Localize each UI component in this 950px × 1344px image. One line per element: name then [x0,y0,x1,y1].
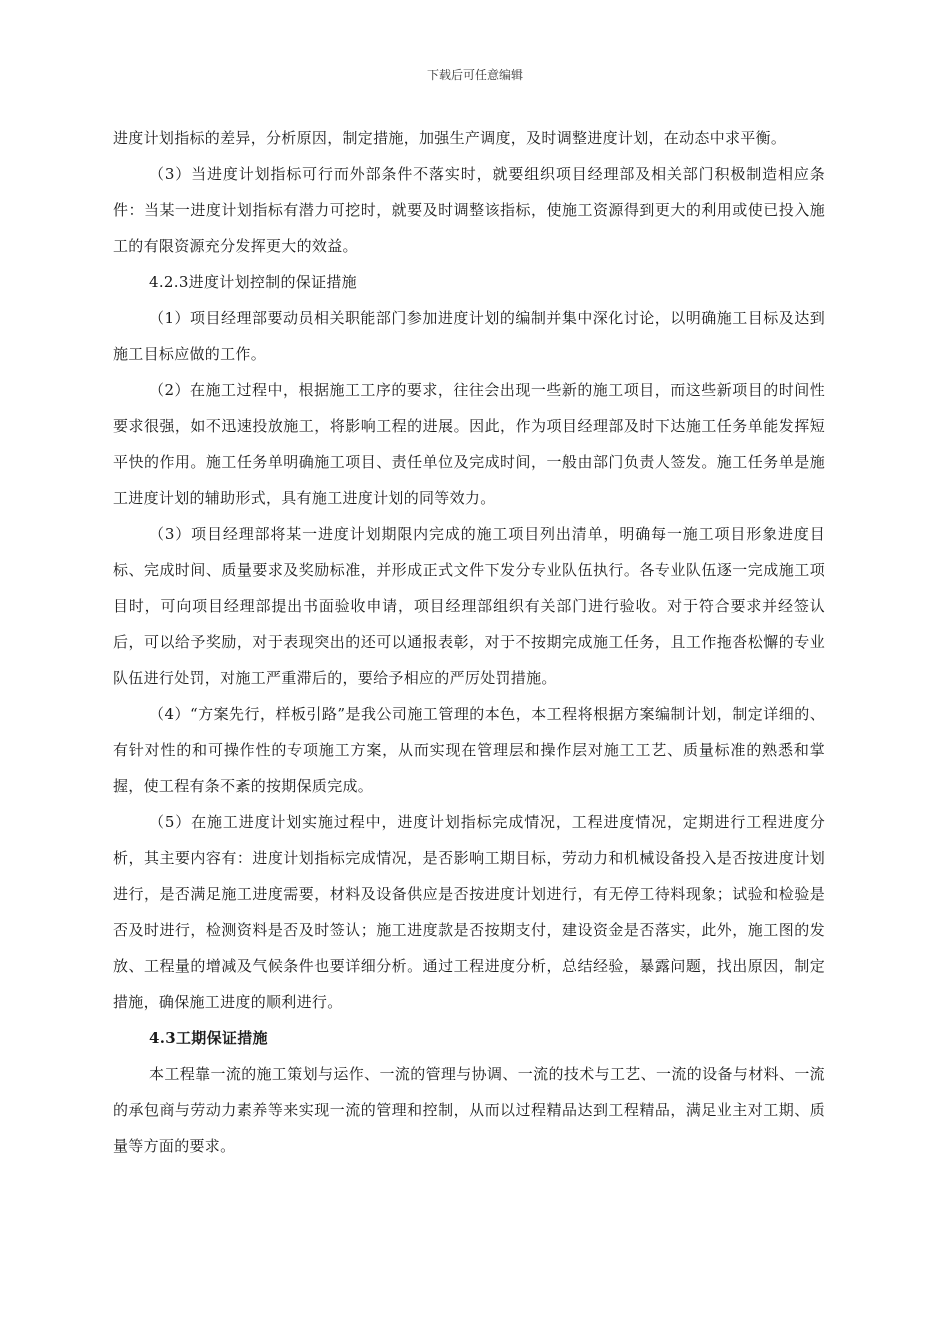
section-heading-4-2-3: 4.2.3进度计划控制的保证措施 [149,273,357,291]
paragraph-continuation: 进度计划指标的差异，分析原因，制定措施，加强生产调度，及时调整进度计划，在动态中求平衡。 [113,129,787,147]
document-body [113,120,825,1164]
paragraph-measure-4: （4）“方案先行，样板引路”是我公司施工管理的本色，本工程将根据方案编制计划，制定详细的、有针对性的和可操作性的专项施工方案，从而实现在管理层和操作层对施工工艺、质量标准的熟悉和掌握，使工程有条不紊的按期保质完成。 [113,705,825,795]
paragraph-measure-3: （3）项目经理部将某一进度计划期限内完成的施工项目列出清单，明确每一施工项目形象进度目标、完成时间、质量要求及奖励标准，并形成正式文件下发分专业队伍执行。各专业队伍逐一完成施工项目时，可向项目经理部提出书面验收申请，项目经理部组织有关部门进行验收。对于符合要求并经签认后，可以给予奖励，对于表现突出的还可以通报表彰，对于不按期完成施工任务，且工作拖沓松懈的专业队伍进行处罚，对施工严重滞后的，要给予相应的严厉处罚措施。 [113,525,825,687]
paragraph-measure-5: （5）在施工进度计划实施过程中，进度计划指标完成情况，工程进度情况，定期进行工程进度分析，其主要内容有：进度计划指标完成情况，是否影响工期目标，劳动力和机械设备投入是否按进度计划进行，是否满足施工进度需要，材料及设备供应是否按进度计划进行，有无停工待料现象；试验和检验是否及时进行，检测资料是否及时签认；施工进度款是否按期支付，建设资金是否落实，此外，施工图的发放、工程量的增减及气候条件也要详细分析。通过工程进度分析，总结经验，暴露问题，找出原因，制定措施，确保施工进度的顺利进行。 [113,813,825,1011]
paragraph-measure-2: （2）在施工过程中，根据施工工序的要求，往往会出现一些新的施工项目，而这些新项目的时间性要求很强，如不迅速投放施工，将影响工程的进展。因此，作为项目经理部及时下达施工任务单能发挥短平快的作用。施工任务单明确施工项目、责任单位及完成时间，一般由部门负责人签发。施工任务单是施工进度计划的辅助形式，具有施工进度计划的同等效力。 [113,381,825,507]
paragraph-item-3: （3）当进度计划指标可行而外部条件不落实时，就要组织项目经理部及相关部门积极制造相应条件：当某一进度计划指标有潜力可挖时，就要及时调整该指标，使施工资源得到更大的利用或使已投入施工的有限资源充分发挥更大的效益。 [113,165,825,255]
paragraph-measure-1: （1）项目经理部要动员相关职能部门参加进度计划的编制并集中深化讨论，以明确施工目标及达到施工目标应做的工作。 [113,309,825,363]
page-header: 下载后可任意编辑 [426,68,523,82]
section-heading-4-3: 4.3工期保证措施 [149,1029,268,1047]
paragraph-schedule-guarantee: 本工程靠一流的施工策划与运作、一流的管理与协调、一流的技术与工艺、一流的设备与材料、一流的承包商与劳动力素养等来实现一流的管理和控制，从而以过程精品达到工程精品，满足业主对工期、质量等方面的要求。 [113,1065,825,1155]
